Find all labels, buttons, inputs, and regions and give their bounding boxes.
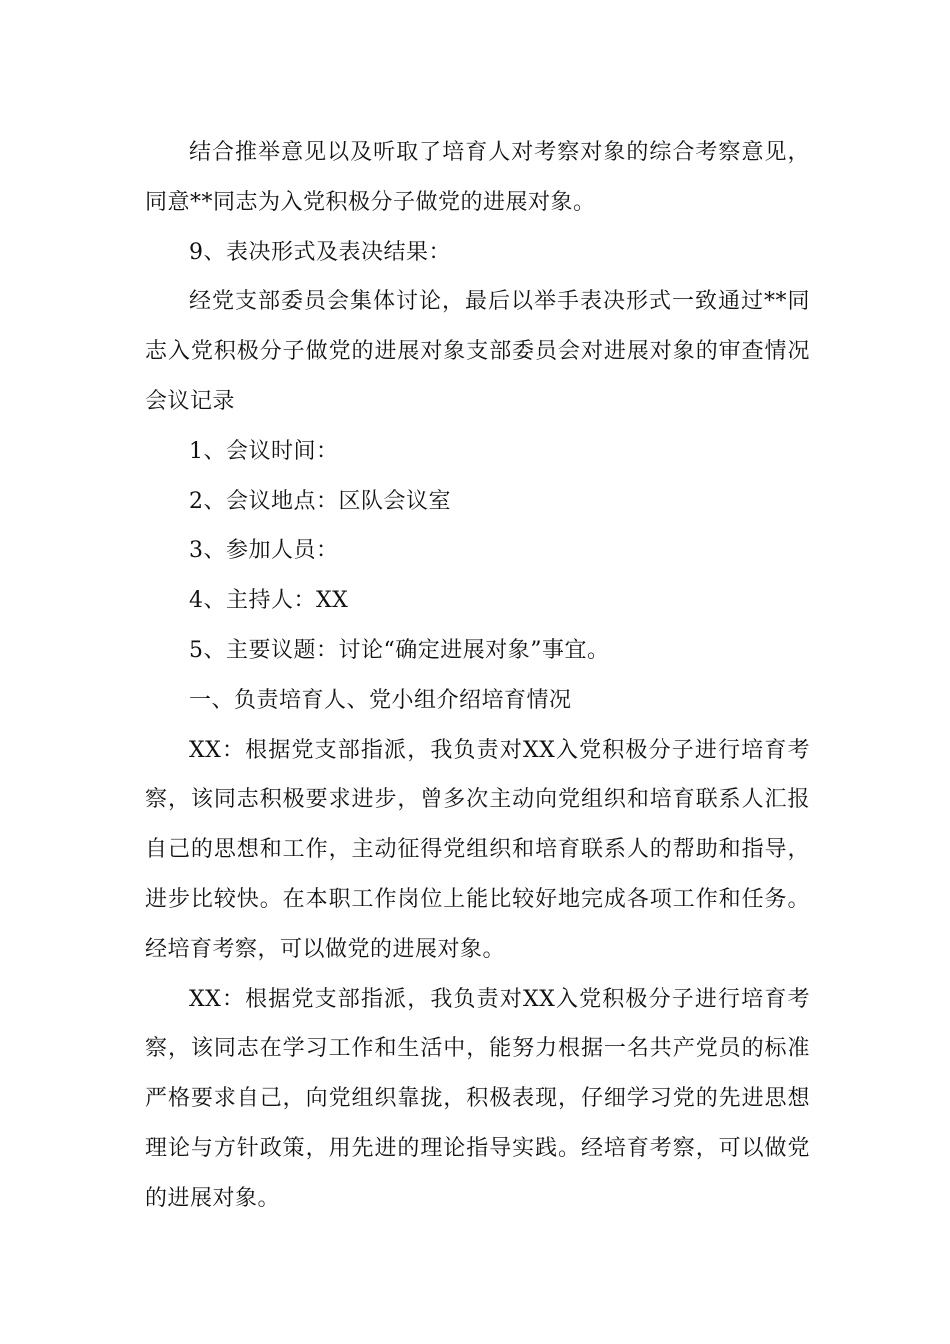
paragraph-meeting-time: 1、会议时间： [189, 438, 339, 464]
paragraph-section-heading: 一、负责培育人、党小组介绍培育情况 [189, 687, 572, 713]
paragraph-meeting-place: 2、会议地点：区队会议室 [189, 488, 451, 514]
paragraph-agenda: 5、主要议题：讨论“确定进展对象”事宜。 [189, 637, 610, 663]
paragraph-conclusion: 结合推举意见以及听取了培育人对考察对象的综合考察意见，同意**同志为入党积极分子做党的进展对象。 [145, 140, 810, 215]
paragraph-report-1: XX：根据党支部指派，我负责对XX入党积极分子进行培育考察，该同志积极要求进步，曾多次主动向党组织和培育联系人汇报自己的思想和工作，主动征得党组织和培育联系人的帮助和指导，进步比较快。在本职工作岗位上能比较好地完成各项工作和任务。经培育考察，可以做党的进展对象。 [145, 737, 810, 962]
paragraph-attendees: 3、参加人员： [189, 538, 339, 564]
paragraph-vote-heading: 9、表决形式及表决结果： [189, 239, 451, 265]
paragraph-vote-result: 经党支部委员会集体讨论，最后以举手表决形式一致通过**同志入党积极分子做党的进展对象支部委员会对进展对象的审查情况会议记录 [145, 289, 810, 414]
paragraph-report-2: XX：根据党支部指派，我负责对XX入党积极分子进行培育考察，该同志在学习工作和生活中，能努力根据一名共产党员的标准严格要求自己，向党组织靠拢，积极表现，仔细学习党的先进思想理论与方针政策，用先进的理论指导实践。经培育考察，可以做党的进展对象。 [145, 986, 810, 1211]
paragraph-host: 4、主持人：XX [189, 588, 349, 614]
document-body [145, 128, 810, 1224]
